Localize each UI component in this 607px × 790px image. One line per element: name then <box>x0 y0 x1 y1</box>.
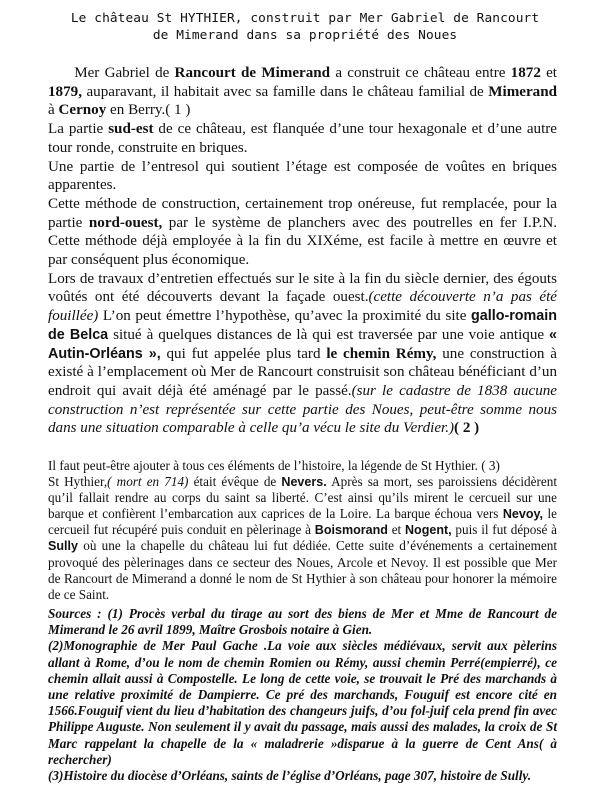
main-text <box>48 64 557 438</box>
text-run: puis il fut déposé à <box>451 522 557 538</box>
paragraph-5 <box>48 270 557 438</box>
text-run-bold: « Autin-Orléans », <box>48 326 558 362</box>
text-run: situé à quelques distances de là qui est traversée par une voie antique <box>108 326 550 343</box>
text-run: Après sa mort, ses paroissiens décidèrent qu’il fallait rendre au corps du saint sa liberté. C’est ainsi qu’ils mirent le cercueil sur une barque et confièrent l’embarcation aux caprices de la Loire. La barque échoua vers <box>48 474 557 522</box>
title-line-2: de Mimerand dans sa propriété des Noues <box>152 28 458 43</box>
paragraph-6: Il faut peut-être ajouter à tous ces éléments de l’histoire, la légende de St Hythier. ( 3) <box>48 458 500 473</box>
text-run: a construit ce château entre <box>330 65 511 81</box>
text-run-bold: 1879, <box>48 83 82 100</box>
paragraph-7 <box>48 474 557 603</box>
text-run: qui fut appelée plus tard <box>160 345 327 362</box>
text-run: Cette méthode de construction, certainement trop onéreuse, fut remplacée, pour la partie <box>48 195 557 231</box>
text-run-bold: nord-ouest, <box>88 214 163 231</box>
text-run-bold: Mimerand <box>488 83 557 100</box>
text-run-bold: Nogent, <box>405 523 452 538</box>
text-run: La partie <box>48 121 109 138</box>
text-run: et <box>387 522 405 538</box>
text-run-bold: ( 2 ) <box>454 420 480 437</box>
text-run-bold: Nevers. <box>281 475 327 490</box>
text-run-bold: 1872 <box>510 65 541 81</box>
source-1: Sources : (1) Procès verbal du tirage au sort des biens de Mer et Mme de Rancourt de Mimerand le 26 avril 1899, Maître Grosbois notaire à Gien. <box>48 606 557 638</box>
text-run-italic: (sur le cadastre de 1838 aucune construction n’est représentée sur cette partie des Noues, peut-être somme nous dans une situation comparable à celle qu’a vécu le site du Verdier.) <box>48 382 557 437</box>
page-title <box>40 10 570 44</box>
source-2: (2)Monographie de Mer Paul Gache .La voie aux siècles médiévaux, servit aux pèlerins allant à Rome, d’ou le nom de chemin Romien ou Rémy, aussi chemin Perré(empierré), ce chemin allait aussi à Compostelle. Le long de cette voie, se trouvait le Pré des marchands à une relative proximité de Dampierre. Ce pré des marchands, Fouguif est encore cité en 1566.Fouguif vient du lieu d’habitation des changeurs juifs, d’ou fol-juif cela prend fin avec Philippe Auguste. Non seulement il y avait du passage, mais aussi des malades, la croix de St Marc rappelant la chapelle de la « maladrerie »disparue à la guerre de Cent Ans( à rechercher) <box>48 638 557 767</box>
text-run-italic: (cette découverte n’a pas été fouillée) <box>48 289 557 325</box>
text-run: L’on peut émettre l’hypothèse, qu’avec la proximité du site <box>98 308 472 325</box>
text-run: St Hythier, <box>48 474 108 490</box>
text-run: le cercueil fut récupéré puis conduit en pèlerinage à <box>48 506 557 538</box>
text-run: Lors de travaux d’entretien effectués sur le site à la fin du siècle dernier, des égouts voûtés ont été découverts devant la façade ouest. <box>48 270 557 306</box>
text-run-bold: Rancourt de Mimerand <box>174 65 331 81</box>
paragraph-1 <box>48 64 557 120</box>
paragraph-4 <box>48 195 557 270</box>
text-run: de ce château, est flanquée d’une tour hexagonale et d’une autre tour ronde, construite en briques. <box>48 121 557 156</box>
text-run: et <box>540 65 557 81</box>
text-run-bold: Sully <box>48 539 78 554</box>
text-run: Mer Gabriel de <box>74 65 175 81</box>
text-run: à <box>48 102 59 119</box>
paragraph-2 <box>48 120 557 157</box>
text-run-italic: ( mort en 714) <box>107 474 189 490</box>
text-run: était évêque de <box>188 474 282 490</box>
text-run-bold: Boismorand <box>314 523 388 538</box>
text-run: en Berry.( 1 ) <box>106 102 191 119</box>
text-run-bold: le chemin Rémy, <box>326 345 437 362</box>
text-run-bold: gallo-romain de Belca <box>48 308 557 343</box>
text-run: par le système de planchers avec des poutrelles en fer I.P.N. Cette méthode déjà employée à la fin du XIXéme, est facile à mettre en œuvre et par conséquent plus économique. <box>48 214 557 269</box>
paragraph-3: Une partie de l’entresol qui soutient l’étage est composée de voûtes en briques apparentes. <box>48 158 557 194</box>
text-run: une construction à existé à l’emplacement où Mer de Rancourt construisit son château bénéficiant d’un endroit qui avait déjà été aménagé par le passé. <box>48 345 557 399</box>
text-run-bold: sud-est <box>108 121 154 138</box>
text-run: auparavant, il habitait avec sa famille dans le château familial de <box>81 83 489 100</box>
text-run-bold: Nevoy, <box>502 507 544 522</box>
text-run-bold: Cernoy <box>58 102 107 119</box>
title-line-1: Le château St HYTHIER, construit par Mer Gabriel de Rancourt <box>70 11 540 26</box>
sources-section <box>48 606 557 784</box>
legend-text <box>48 458 557 603</box>
text-run: où une la chapelle du château lui fut dédiée. Cette suite d’événements a certainement provoqué des pèlerinages dans ce secteur des Noues, Arcole et Nevoy. Il est possible que Mer de Rancourt de Mimerand a donné le nom de St Hythier à son château pour honorer la mémoire de ce Saint. <box>48 538 557 602</box>
source-3: (3)Histoire du diocèse d’Orléans, saints de l’église d’Orléans, page 307, histoire de Sully. <box>48 768 532 784</box>
